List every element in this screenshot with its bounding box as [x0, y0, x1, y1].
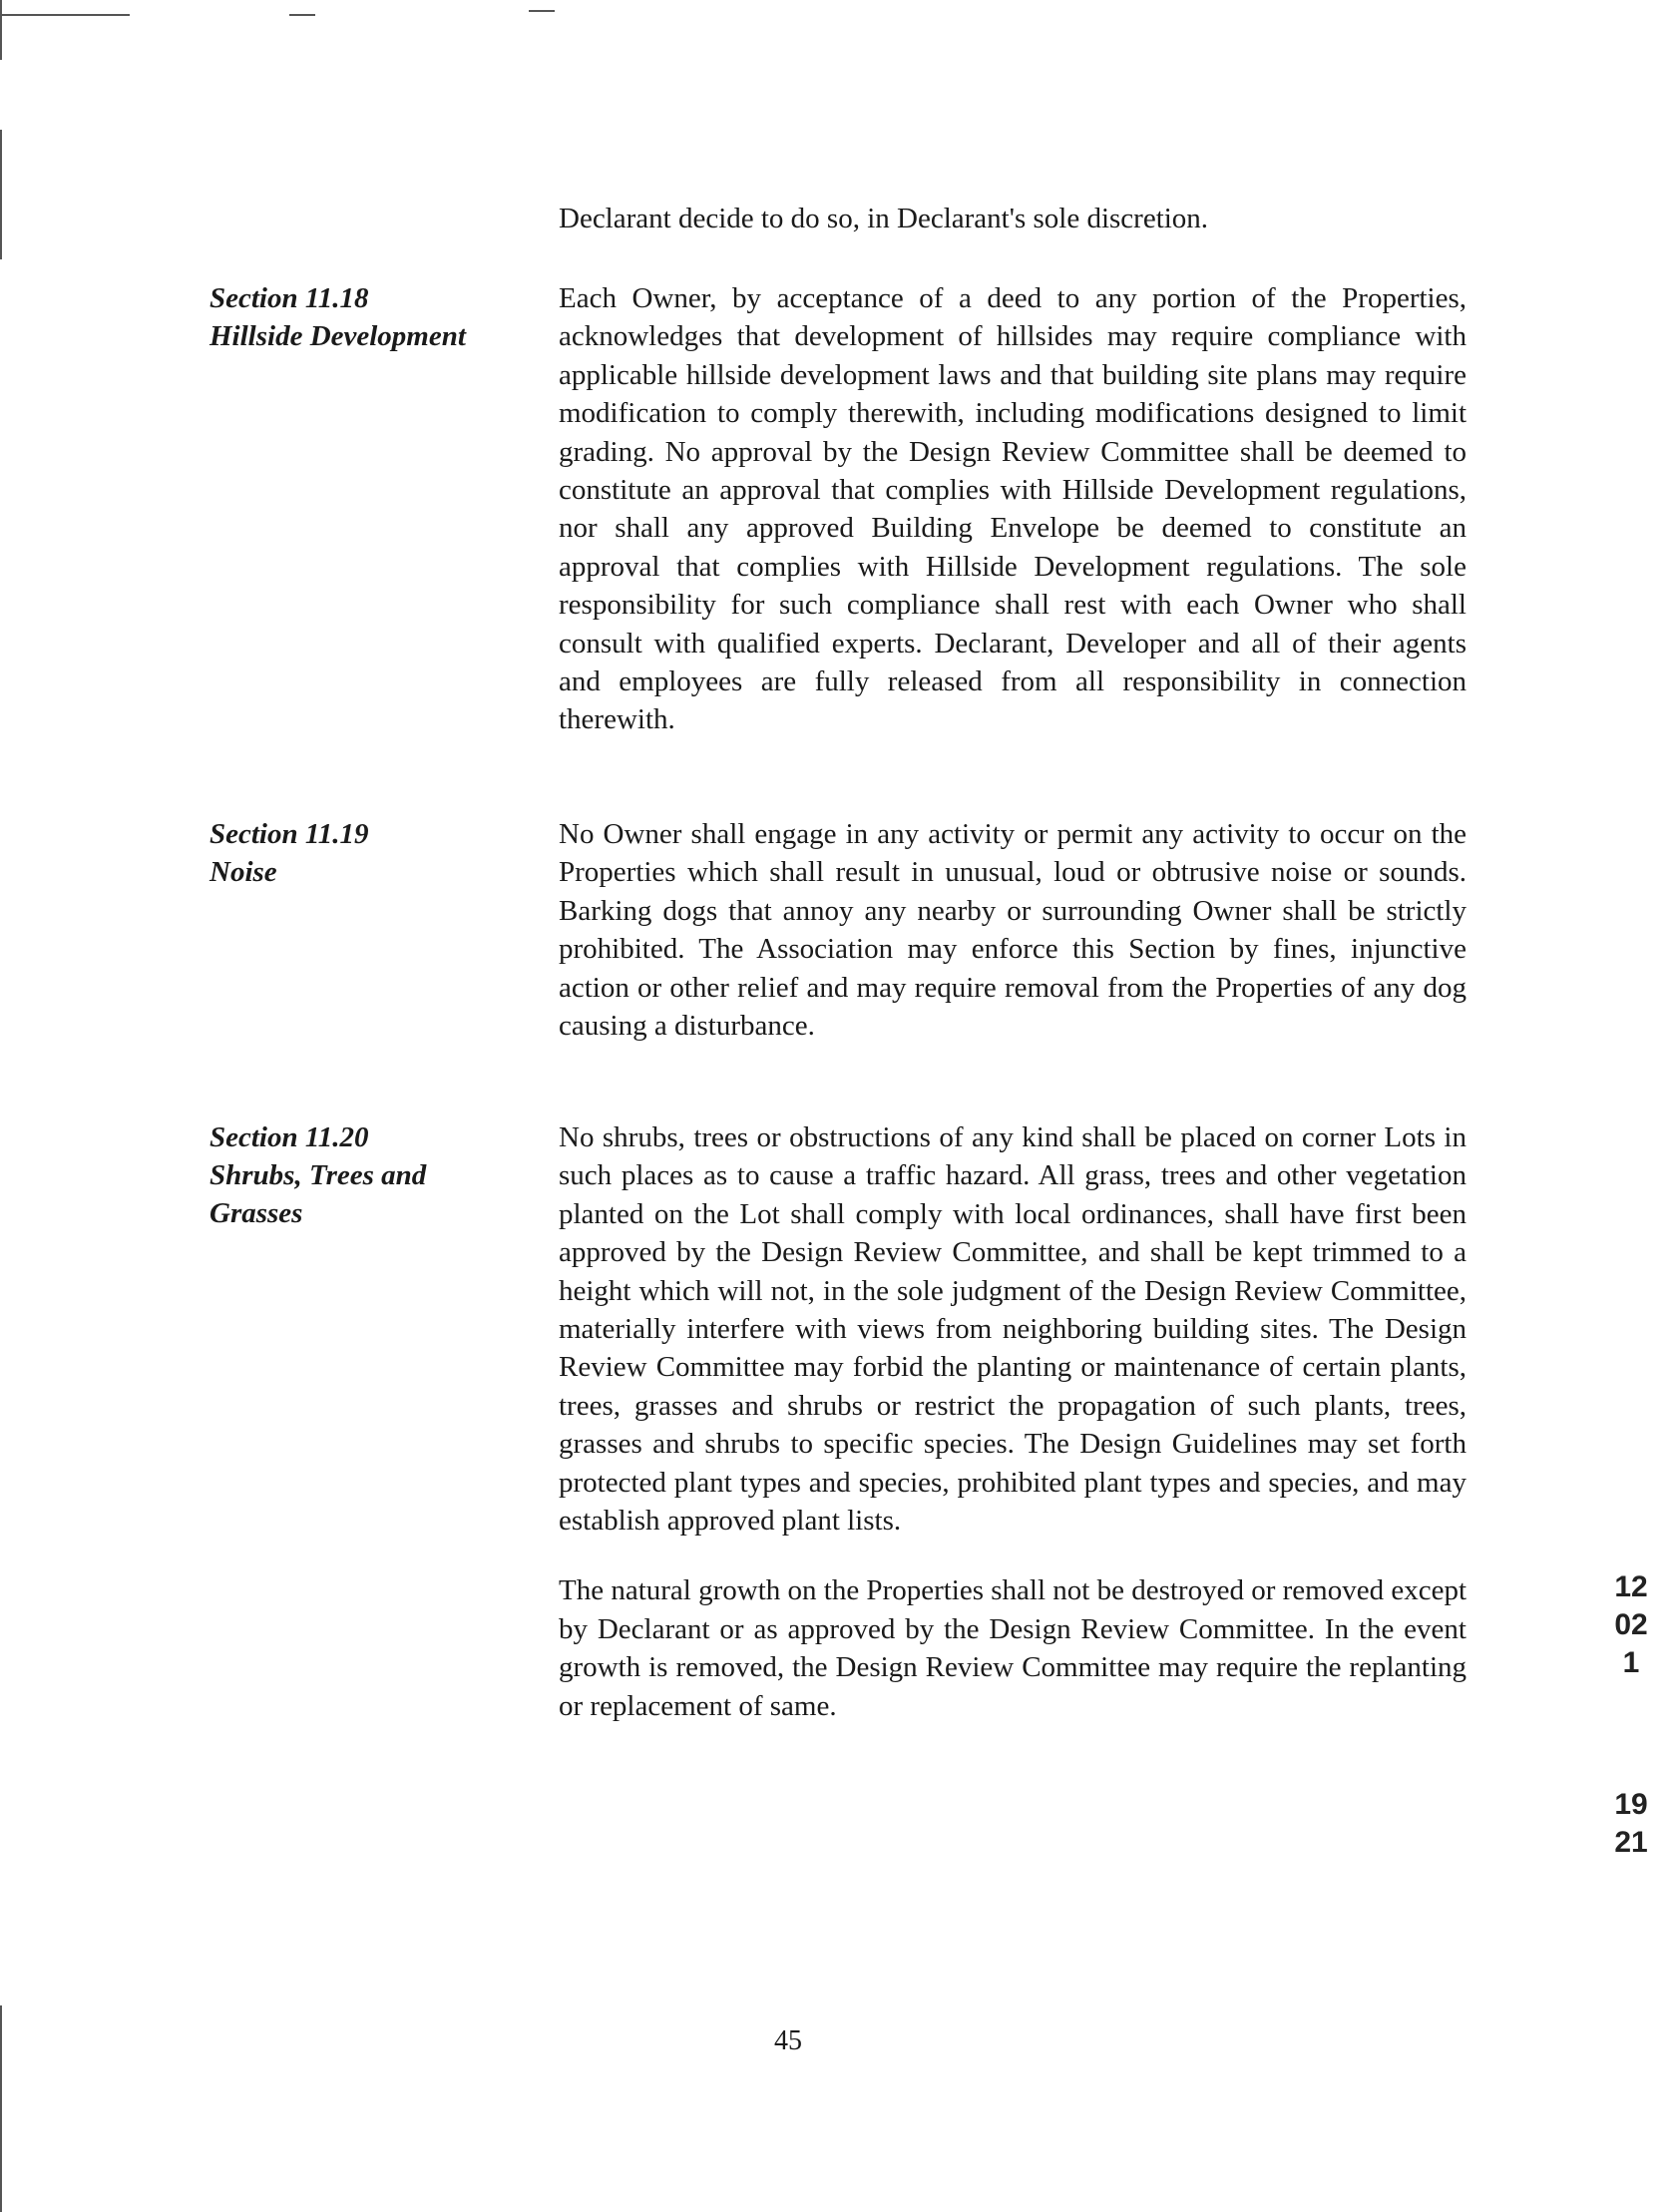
section-paragraph: The natural growth on the Properties shall not be destroyed or removed except by Declarant or as approved by the Design Review Committee. In the event growth is removed, the Design Review Committee may require the replanting or replacement of same.	[559, 1574, 1467, 1722]
section-number: Section 11.20	[209, 1121, 369, 1153]
section-body	[559, 1118, 1466, 1757]
scan-artifact-line	[289, 14, 315, 16]
recording-stamp: 12021	[1614, 1570, 1648, 1679]
continuation-text: Declarant decide to do so, in Declarant's sole discretion.	[559, 203, 1209, 234]
section-body	[559, 279, 1466, 771]
recording-stamp: 1921	[1614, 1788, 1648, 1859]
section-paragraph: Each Owner, by acceptance of a deed to any portion of the Properties, acknowledges that development of hillsides may require compliance with applicable hillside development laws and that building site plans may require modification to comply therewith, including modifications designed to limit grading. No approval by the Design Review Committee shall be deemed to constitute an approval that complies with Hillside Development regulations, nor shall any approved Building Envelope be deemed to constitute an approval that complies with Hillside Development regulations. The sole responsibility for such compliance shall rest with each Owner who shall consult with qualified experts. Declarant, Developer and all of their agents and employees are fully released from all responsibility in connection therewith.	[559, 282, 1466, 736]
section-body	[559, 815, 1466, 1077]
page-number: 45	[774, 2025, 802, 2056]
section-number: Section 11.19	[209, 818, 369, 850]
section-paragraph: No Owner shall engage in any activity or permit any activity to occur on the Properties which shall result in unusual, loud or obtrusive noise or sounds. Barking dogs that annoy any nearby or surrounding Owner shall be strictly prohibited. The Association may enforce this Section by fines, injunctive action or other relief and may require removal from the Properties of any dog causing a disturbance.	[559, 818, 1466, 1043]
section-heading	[209, 279, 539, 355]
scan-artifact-line	[0, 14, 130, 16]
section-title: Noise	[209, 856, 277, 888]
section-title: Grasses	[209, 1197, 303, 1229]
scan-artifact-edge	[0, 2005, 2, 2212]
section-paragraph: No shrubs, trees or obstructions of any kind shall be placed on corner Lots in such places as to cause a traffic hazard. All grass, trees and other vegetation planted on the Lot shall comply with local ordinances, shall have first been approved by the Design Review Committee, and shall be kept trimmed to a height which will not, in the sole judgment of the Design Review Committee, materially interfere with views from neighboring building sites. The Design Review Committee may forbid the planting or maintenance of certain plants, trees, grasses and shrubs or restrict the propagation of such plants, trees, grasses and shrubs to specific species. The Design Guidelines may set forth protected plant types and species, prohibited plant types and species, and may establish approved plant lists.	[559, 1121, 1466, 1538]
section-heading	[209, 1118, 539, 1232]
section-number: Section 11.18	[209, 282, 369, 314]
scan-artifact-edge	[0, 130, 2, 259]
section-heading	[209, 815, 539, 891]
scan-artifact-line	[529, 10, 555, 12]
section-title: Shrubs, Trees and	[209, 1159, 427, 1191]
scan-artifact-edge	[0, 0, 2, 60]
section-title: Hillside Development	[209, 320, 466, 352]
